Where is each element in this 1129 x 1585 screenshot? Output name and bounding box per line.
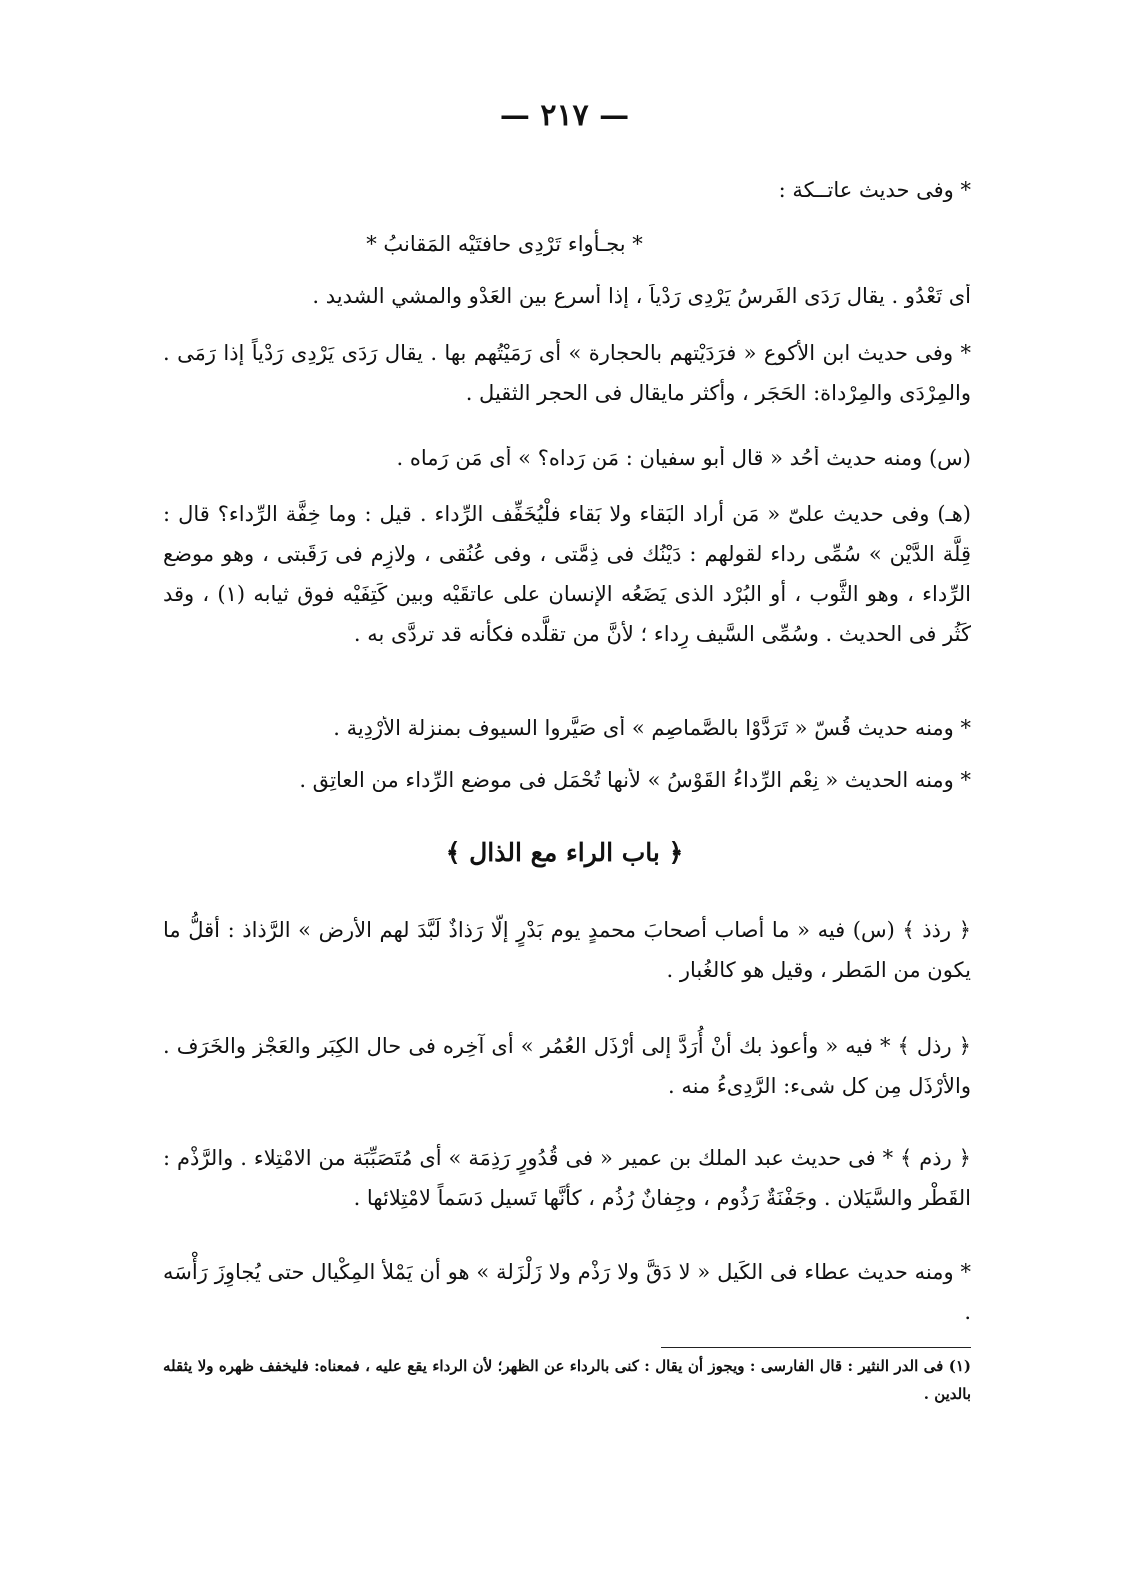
entry-radham: ﴿ رذم ﴾ * فى حديث عبد الملك بن عمير « فى قُدُورٍ رَذِمَة » أى مُتَصَبِّبَة من الامْتِلاء . والرَّذْم : القَطْر والسَّيَلان . وجَفْنَةٌ رَذُوم ، وجِفانٌ رُذُم ، كأنَّها تَسيل دَسَماً لامْتِلائها .: [163, 1146, 971, 1210]
page-number: — ٢١٧ —: [499, 98, 630, 133]
paragraph-ali-rida: (هـ) وفى حديث علىّ « مَن أراد البَقاء ولا بَقاء فلْيُخَفِّف الرِّداء . قيل : وما خِفَّة الرِّداء؟ قال : قِلَّة الدَّيْن » سُمِّى رداء لقولهم : دَيْنُك فى ذِمَّتى ، وفى عُنُقى ، ولازِم فى رَقَبتى ، وهو موضع الرِّداء ، وهو الثَّوب ، أو البُرْد الذى يَضَعُه الإنسان على عاتقَيْه وبين كَتِفَيْه فوق ثيابه (١) ، وقد كَثُر فى الحديث . وسُمِّى السَّيف رِداء ؛ لأنَّ من تقلَّده فكأنه قد تردَّى به .: [163, 502, 971, 646]
paragraph-quss: * ومنه حديث قُسّ « تَرَدَّوْا بالصَّماصِم » أى صَيَّروا السيوف بمنزلة الأرْدِية .: [333, 716, 971, 740]
chapter-heading: ﴿ باب الراء مع الذال ﴾: [445, 838, 684, 867]
paragraph-uhud: (س) ومنه حديث أُحُد « قال أبو سفيان : مَن رَداه؟ » أى مَن رَماه .: [396, 446, 971, 470]
footnote-divider: [661, 1347, 971, 1348]
paragraph-atika-intro: * وفى حديث عاتــكة :: [778, 178, 971, 202]
footnote: (١) فى الدر النثير : قال الفارسى : ويجوز أن يقال : كنى بالرداء عن الظهر؛ لأن الرداء يقع عليه ، فمعناه: فليخفف ظهره ولا يثقله بالدين .: [163, 1357, 971, 1403]
verse-line: * بجـأواء تَرْدِى حافتَيْه المَقانبُ *: [366, 232, 643, 256]
entry-ata-kayl: * ومنه حديث عطاء فى الكَيل « لا دَقَّ ولا رَذْم ولا زَلْزَلة » هو أن يَمْلأ المِكْيال حتى يُجاوِزَ رَأْسَه .: [163, 1260, 971, 1324]
entry-radhal: ﴿ رذل ﴾ * فيه « وأعوذ بك أنْ أُرَدَّ إلى أرْذَل العُمُر » أى آخِره فى حال الكِبَر والعَجْز والخَرَف . والأرْذَل مِن كل شىء: الرَّدِىءُ منه .: [163, 1034, 971, 1098]
entry-radhadh: ﴿ رذذ ﴾ (س) فيه « ما أصاب أصحابَ محمدٍ يوم بَدْرٍ إلّا رَذاذٌ لَبَّدَ لهم الأرض » الرَّذاذ : أقلُّ ما يكون من المَطر ، وقيل هو كالغُبار .: [163, 918, 971, 982]
paragraph-tadu: أى تَعْدُو . يقال رَدَى الفَرسُ يَرْدِى رَدْياً ، إذا أسرع بين العَدْوِ والمشيِ الشديد .: [312, 284, 971, 308]
paragraph-qaws: * ومنه الحديث « نِعْم الرِّداءُ القَوْسُ » لأنها تُحْمَل فى موضع الرِّداء من العاتِق .: [299, 768, 971, 792]
paragraph-ibn-al-akwa: * وفى حديث ابن الأكوع « فرَدَيْتهم بالحجارة » أى رَمَيْتُهم بها . يقال رَدَى يَرْدِى رَدْياً إذا رَمَى . والمِرْدَى والمِرْداة: الحَجَر ، وأكثر مايقال فى الحجر الثقيل .: [163, 341, 971, 405]
